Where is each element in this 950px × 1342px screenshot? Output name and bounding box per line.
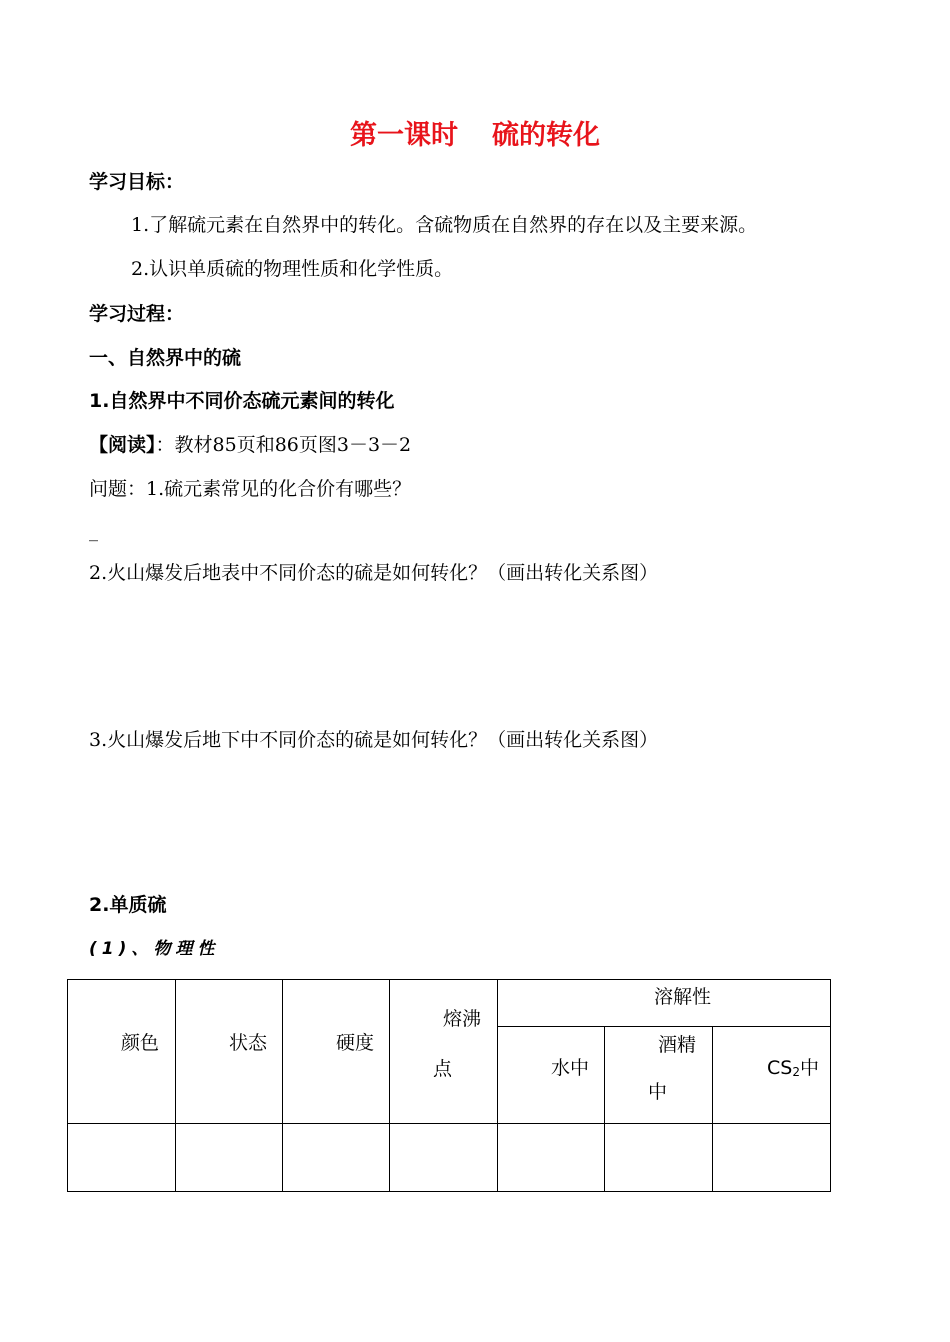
physical-properties-table: [67, 979, 831, 1192]
reading-label: 【阅读】: [89, 434, 156, 456]
page-title: [0, 122, 950, 149]
title-topic: 硫的转化: [492, 120, 600, 151]
header-melting-boiling: [390, 980, 498, 1124]
title-lesson: 第一课时: [350, 120, 458, 151]
objective-item-1: 1.了解硫元素在自然界中的转化。含硫物质在自然界的存在以及主要来源。: [131, 214, 758, 236]
cell-melting-boiling[interactable]: [390, 1124, 498, 1192]
cell-alcohol[interactable]: [605, 1124, 713, 1192]
question-2: 2.火山爆发后地表中不同价态的硫是如何转化？（画出转化关系图）: [89, 562, 659, 584]
header-state: [176, 980, 283, 1124]
header-water: [498, 1027, 605, 1124]
cell-state[interactable]: [176, 1124, 283, 1192]
header-color: [68, 980, 176, 1124]
cell-hardness[interactable]: [283, 1124, 390, 1192]
cell-cs2[interactable]: [713, 1124, 831, 1192]
cs2-tail: 中: [799, 1057, 819, 1079]
section2-subheading: (1)、物理性: [89, 939, 220, 959]
header-mp-line1: 熔沸: [443, 1008, 482, 1030]
reading-line: [89, 436, 411, 455]
header-cs2: [713, 1027, 831, 1124]
section2-heading: 2.单质硫: [89, 894, 167, 916]
section1-heading: 一、自然界中的硫: [89, 347, 242, 369]
objective-item-2: 2.认识单质硫的物理性质和化学性质。: [131, 258, 454, 280]
header-hardness-label: 硬度: [336, 1032, 375, 1054]
header-hardness: [283, 980, 390, 1124]
answer-blank: _: [89, 521, 98, 542]
header-solubility: [498, 980, 831, 1027]
question-1: 问题：1.硫元素常见的化合价有哪些？: [89, 478, 412, 500]
header-water-label: 水中: [551, 1057, 590, 1079]
cell-color[interactable]: [68, 1124, 176, 1192]
header-alcohol-line1: 酒精: [658, 1034, 697, 1056]
cs2-subscript: 2: [792, 1065, 800, 1079]
header-alcohol-line2: 中: [648, 1081, 668, 1103]
header-color-label: 颜色: [121, 1032, 160, 1054]
header-mp-line2: 点: [433, 1058, 453, 1080]
section1-subheading: 1.自然界中不同价态硫元素间的转化: [89, 390, 395, 412]
header-alcohol: [605, 1027, 713, 1124]
reading-text: ：教材85页和86页图3－3－2: [155, 434, 412, 456]
objectives-heading: 学习目标：: [89, 171, 185, 193]
header-state-label: 状态: [229, 1032, 268, 1054]
process-heading: 学习过程：: [89, 303, 185, 325]
header-cs2-label: [767, 1059, 819, 1078]
cs2-formula: CS: [767, 1057, 793, 1079]
cell-water[interactable]: [498, 1124, 605, 1192]
question-3: 3.火山爆发后地下中不同价态的硫是如何转化？（画出转化关系图）: [89, 729, 659, 751]
header-solubility-label: 溶解性: [654, 986, 712, 1008]
